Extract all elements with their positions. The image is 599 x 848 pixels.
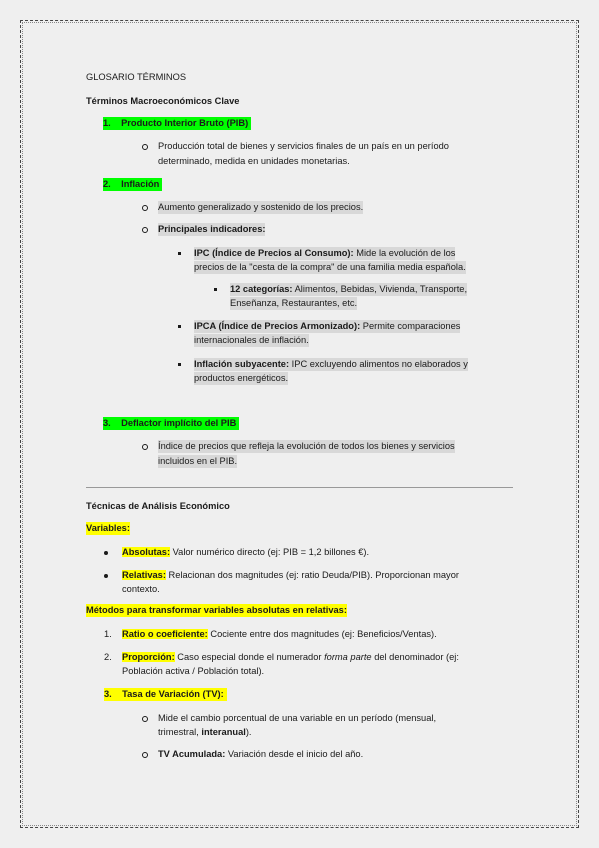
variables-heading: Variables: — [86, 523, 130, 533]
item2-bullet1 — [142, 201, 148, 214]
ipc-bullet — [178, 247, 189, 260]
tva-bullet — [142, 748, 148, 761]
subyacente-line1: Inflación subyacente: IPC excluyendo alimentos no elaborados y — [194, 359, 468, 369]
m2-line1: Proporción: Caso especial donde el numerador forma parte del denominador (ej: — [122, 652, 459, 662]
document-title: GLOSARIO TÉRMINOS — [86, 72, 187, 82]
item3-def-line2: incluidos en el PIB. — [158, 456, 238, 466]
cat-line1: 12 categorías: Alimentos, Bebidas, Vivienda, Transporte, — [230, 284, 468, 294]
ipc-line1: IPC (Índice de Precios al Consumo): Mide la evolución de los — [194, 248, 456, 258]
cat-bullet — [214, 283, 225, 296]
item1-def-line2: determinado, medida en unidades monetarias. — [158, 156, 350, 166]
ipca-line1: IPCA (Índice de Precios Armonizado): Permite comparaciones — [194, 321, 461, 331]
m3-heading: 3. Tasa de Variación (TV): — [104, 688, 227, 701]
ipca-line2: internacionales de inflación. — [194, 335, 309, 345]
m1-num: 1. — [104, 629, 112, 639]
m2-num: 2. — [104, 652, 112, 662]
section1-heading: Términos Macroeconómicos Clave — [86, 96, 240, 106]
rel-line2: contexto. — [122, 584, 160, 594]
item3-bullet — [142, 440, 148, 453]
subyacente-line2: productos energéticos. — [194, 373, 289, 383]
item2-sub1: Aumento generalizado y sostenido de los precios. — [158, 202, 364, 212]
tv-line2: trimestral, interanual). — [158, 727, 252, 737]
m2-line2: Población activa / Población total). — [122, 666, 265, 676]
item2-heading: 2. Inflación — [103, 178, 162, 191]
item3-def-line1: Índice de precios que refleja la evolución de todos los bienes y servicios — [158, 441, 455, 451]
section-divider — [86, 487, 513, 488]
abs-bullet — [104, 546, 108, 559]
rel-line1: Relativas: Relacionan dos magnitudes (ej: ratio Deuda/PIB). Proporcionan mayor — [122, 570, 459, 580]
tv-bullet — [142, 712, 148, 725]
methods-heading: Métodos para transformar variables absolutas en relativas: — [86, 605, 347, 615]
item1-heading: 1. Producto Interior Bruto (PIB) — [103, 117, 251, 130]
tv-line1: Mide el cambio porcentual de una variable en un período (mensual, — [158, 713, 437, 723]
ipc-line2: precios de la "cesta de la compra" de una familia media española. — [194, 262, 466, 272]
cat-line2: Enseñanza, Restaurantes, etc. — [230, 298, 358, 308]
item1-def-line1: Producción total de bienes y servicios finales de un país en un período — [158, 141, 449, 151]
abs-line: Absolutas: Valor numérico directo (ej: PIB = 1,2 billones €). — [122, 547, 370, 557]
m1-line: Ratio o coeficiente: Cociente entre dos magnitudes (ej: Beneficios/Ventas). — [122, 629, 437, 639]
ipca-bullet — [178, 320, 189, 333]
subyacente-bullet — [178, 358, 189, 371]
item3-heading: 3. Deflactor implícito del PIB — [103, 417, 239, 430]
item2-sub2: Principales indicadores: — [158, 224, 266, 234]
section2-heading: Técnicas de Análisis Económico — [86, 501, 230, 511]
tva-line: TV Acumulada: Variación desde el inicio del año. — [158, 749, 364, 759]
item2-bullet2 — [142, 223, 148, 236]
item1-bullet — [142, 140, 148, 153]
rel-bullet — [104, 569, 108, 582]
